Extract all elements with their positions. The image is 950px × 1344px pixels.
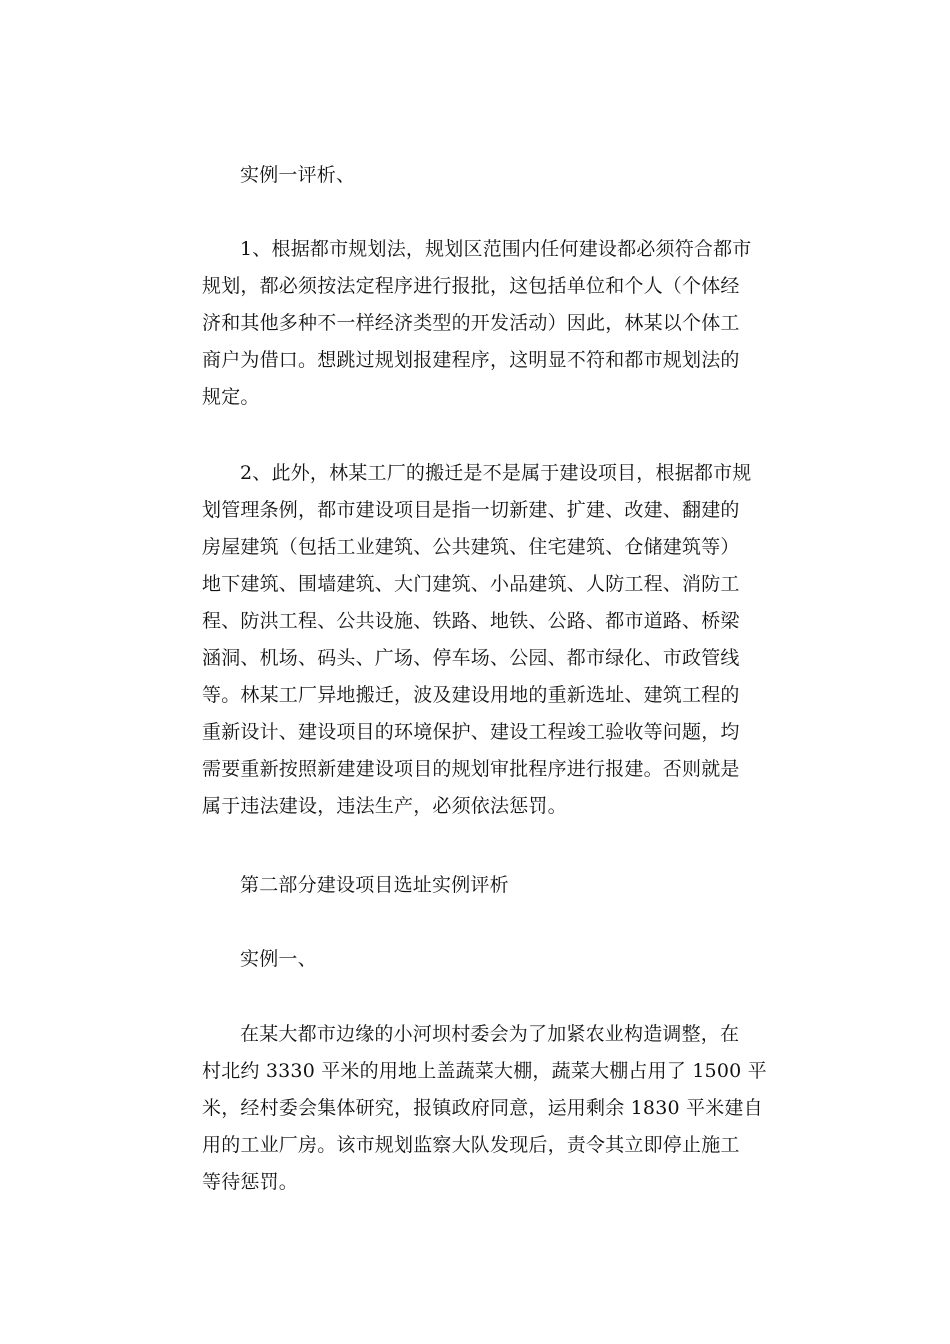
paragraph-1 — [202, 231, 750, 416]
paragraph-line: 济和其他多种不一样经济类型的开发活动）因此，林某以个体工 — [202, 312, 740, 334]
paragraph-3 — [202, 1016, 767, 1201]
paragraph-line: 2、此外，林某工厂的搬迁是不是属于建设项目，根据都市规 — [240, 462, 752, 484]
paragraph-line: 商户为借口。想跳过规划报建程序，这明显不符和都市规划法的 — [202, 349, 740, 371]
paragraph-line: 等待惩罚。 — [202, 1171, 299, 1193]
paragraph-line: 村北约 3330 平米的用地上盖蔬菜大棚，蔬菜大棚占用了 1500 平 — [202, 1060, 767, 1082]
paragraph-line: 重新设计、建设项目的环境保护、建设工程竣工验收等问题，均 — [202, 721, 740, 743]
paragraph-line: 程、防洪工程、公共设施、铁路、地铁、公路、都市道路、桥梁 — [202, 610, 740, 632]
paragraph-line: 米，经村委会集体研究，报镇政府同意，运用剩余 1830 平米建自 — [202, 1097, 763, 1119]
paragraph-2 — [202, 455, 750, 825]
heading-part-two: 第二部分建设项目选址实例评析 — [240, 874, 509, 896]
paragraph-line: 划管理条例，都市建设项目是指一切新建、扩建、改建、翻建的 — [202, 499, 740, 521]
paragraph-line: 房屋建筑（包括工业建筑、公共建筑、住宅建筑、仓储建筑等） — [202, 536, 740, 558]
paragraph-line: 用的工业厂房。该市规划监察大队发现后，责令其立即停止施工 — [202, 1134, 740, 1156]
paragraph-line: 属于违法建设，违法生产，必须依法惩罚。 — [202, 795, 567, 817]
paragraph-line: 规划，都必须按法定程序进行报批，这包括单位和个人（个体经 — [202, 275, 740, 297]
paragraph-line: 等。林某工厂异地搬迁，波及建设用地的重新选址、建筑工程的 — [202, 684, 740, 706]
paragraph-line: 在某大都市边缘的小河坝村委会为了加紧农业构造调整，在 — [240, 1023, 740, 1045]
heading-case-one: 实例一、 — [240, 948, 317, 970]
paragraph-line: 地下建筑、围墙建筑、大门建筑、小品建筑、人防工程、消防工 — [202, 573, 740, 595]
heading-case-one-analysis: 实例一评析、 — [240, 164, 356, 186]
paragraph-line: 1、根据都市规划法，规划区范围内任何建设都必须符合都市 — [240, 238, 752, 260]
paragraph-line: 需要重新按照新建建设项目的规划审批程序进行报建。否则就是 — [202, 758, 740, 780]
paragraph-line: 规定。 — [202, 386, 260, 408]
paragraph-line: 涵洞、机场、码头、广场、停车场、公园、都市绿化、市政管线 — [202, 647, 740, 669]
